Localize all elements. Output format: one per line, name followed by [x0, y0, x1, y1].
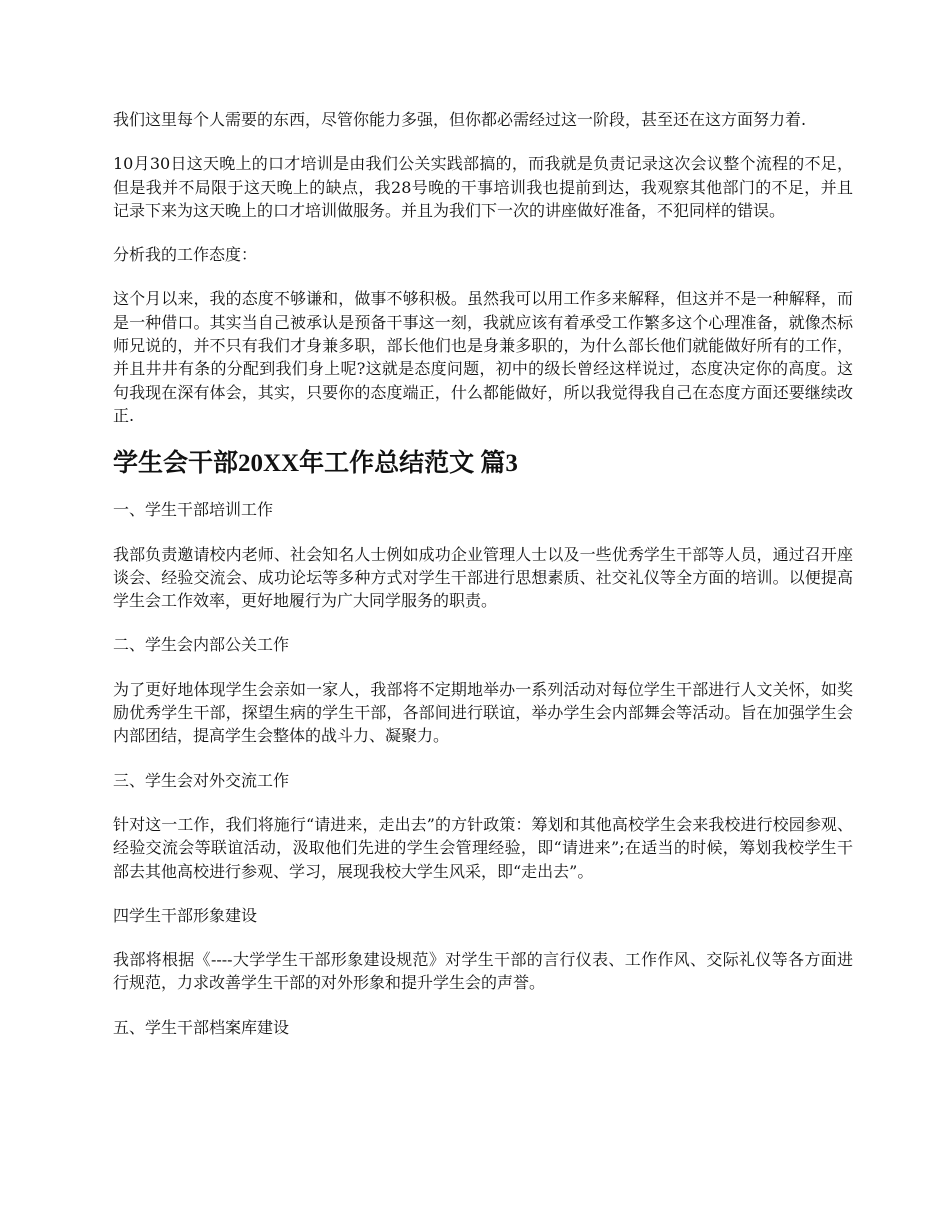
document-page	[113, 108, 853, 1060]
section-subtitle: 五、学生干部档案库建设	[113, 1017, 290, 1037]
section-heading: 学生会干部20XX年工作总结范文 篇3	[113, 450, 518, 478]
section-subtitle: 三、学生会对外交流工作	[113, 770, 290, 790]
paragraph: 分析我的工作态度：	[113, 245, 258, 265]
paragraph: 10月30日这天晚上的口才培训是由我们公关实践部搞的，而我就是负责记录这次会议整个流程的不足，但是我并不局限于这天晚上的缺点，我28号晚的干事培训我也提前到达，我观察其他部门的不足，并且记录下来为这天晚上的口才培训做服务。并且为我们下一次的讲座做好准备，不犯同样的错误。	[113, 154, 853, 220]
paragraph: 这个月以来，我的态度不够谦和，做事不够积极。虽然我可以用工作多来解释，但这并不是一种解释，而是一种借口。其实当自己被承认是预备干事这一刻，我就应该有着承受工作繁多这个心理准备，就像杰标师兄说的，并不只有我们才身兼多职，部长他们也是身兼多职的，为什么部长他们就能做好所有的工作，并且井井有条的分配到我们身上呢?这就是态度问题，初中的级长曾经这样说过，态度决定你的高度。这句我现在深有体会，其实，只要你的态度端正，什么都能做好，所以我觉得我自己在态度方面还要继续改正.	[113, 289, 853, 425]
section-subtitle: 一、学生干部培训工作	[113, 500, 274, 520]
paragraph: 针对这一工作，我们将施行“请进来，走出去”的方针政策：筹划和其他高校学生会来我校进行校园参观、经验交流会等联谊活动，汲取他们先进的学生会管理经验，即“请进来”;在适当的时候，筹划我校学生干部去其他高校进行参观、学习，展现我校大学生风采，即“走出去”。	[113, 814, 853, 881]
section-subtitle: 二、学生会内部公关工作	[113, 635, 290, 655]
paragraph: 为了更好地体现学生会亲如一家人，我部将不定期地举办一系列活动对每位学生干部进行人文关怀，如奖励优秀学生干部，探望生病的学生干部，各部间进行联谊，举办学生会内部舞会等活动。旨在加强学生会内部团结，提高学生会整体的战斗力、凝聚力。	[113, 679, 853, 746]
paragraph: 我部将根据《----大学学生干部形象建设规范》对学生干部的言行仪表、工作作风、交际礼仪等各方面进行规范，力求改善学生干部的对外形象和提升学生会的声誉。	[113, 950, 853, 993]
paragraph: 我部负责邀请校内老师、社会知名人士例如成功企业管理人士以及一些优秀学生干部等人员，通过召开座谈会、经验交流会、成功论坛等多种方式对学生干部进行思想素质、社交礼仪等全方面的培训。以便提高学生会工作效率，更好地履行为广大同学服务的职责。	[113, 544, 853, 611]
section-subtitle: 四学生干部形象建设	[113, 905, 258, 925]
paragraph: 我们这里每个人需要的东西，尽管你能力多强，但你都必需经过这一阶段，甚至还在这方面努力着.	[113, 110, 807, 129]
